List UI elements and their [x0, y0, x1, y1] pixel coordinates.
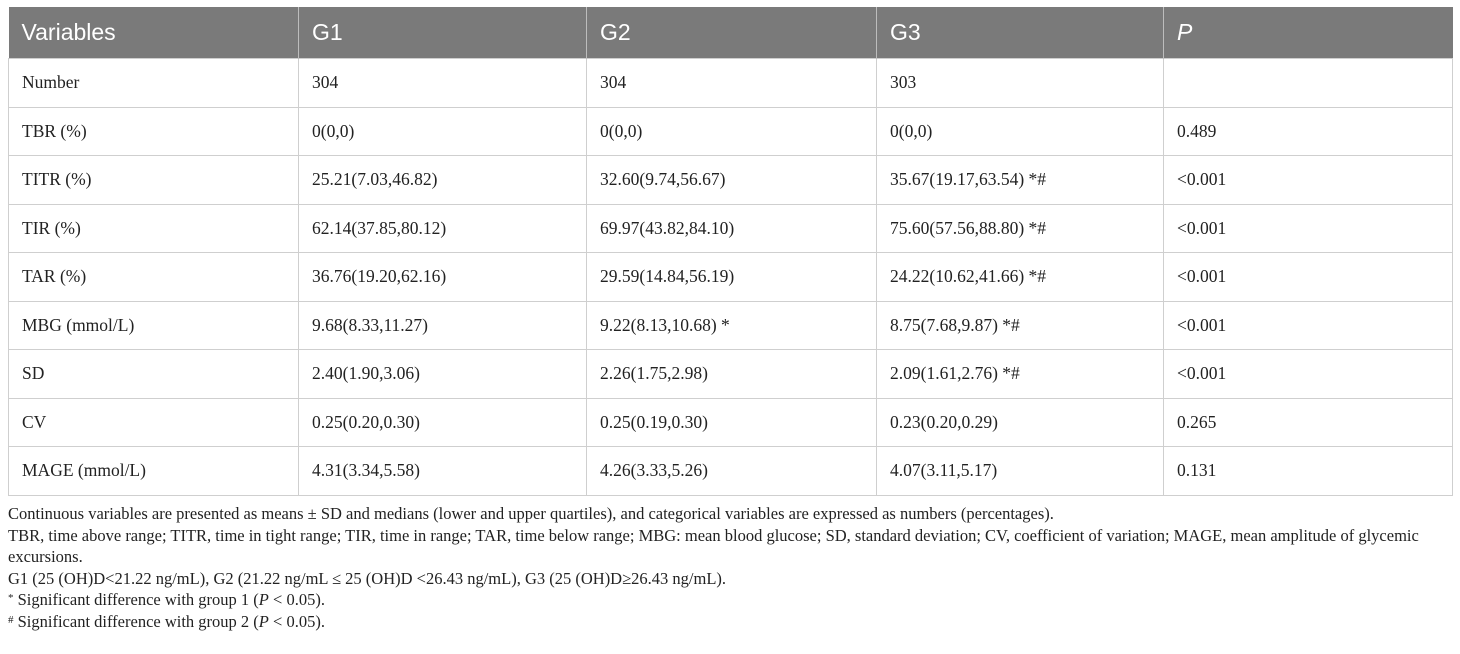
- cell-g2: 0.25(0.19,0.30): [587, 398, 877, 447]
- footnote-abbreviations: TBR, time above range; TITR, time in tight range; TIR, time in range; TAR, time below range; MBG: mean blood glucose; SD, standard deviation; CV, coefficient of variation; MAGE, mean amplitude of glycemic excursions.: [8, 525, 1419, 566]
- asterisk-mark: *: [8, 592, 14, 604]
- cell-g1: 25.21(7.03,46.82): [299, 156, 587, 205]
- cell-p-value: 0.265: [1164, 398, 1453, 447]
- table-row: [9, 350, 1453, 399]
- cell-g2: 304: [587, 59, 877, 108]
- cell-g3: 75.60(57.56,88.80) *#: [877, 204, 1164, 253]
- cell-g3: 35.67(19.17,63.54) *#: [877, 156, 1164, 205]
- footnote-group1-threshold: < 0.05).: [268, 590, 325, 609]
- cell-variable: TIR (%): [9, 204, 299, 253]
- footnote-group2-p: P: [258, 611, 269, 631]
- cell-variable: SD: [9, 350, 299, 399]
- footnote-presentation: Continuous variables are presented as means ± SD and medians (lower and upper quartiles), and categorical variables are expressed as numbers (percentages).: [8, 504, 1054, 523]
- header-p: P: [1164, 7, 1453, 59]
- cell-g3: 4.07(3.11,5.17): [877, 447, 1164, 496]
- cell-p-value: <0.001: [1164, 350, 1453, 399]
- table-footnotes: [8, 503, 1458, 632]
- table-row: [9, 301, 1453, 350]
- cell-g1: 0.25(0.20,0.30): [299, 398, 587, 447]
- cell-variable: TITR (%): [9, 156, 299, 205]
- cell-g2: 4.26(3.33,5.26): [587, 447, 877, 496]
- header-g2: G2: [587, 7, 877, 59]
- cell-p-value: <0.001: [1164, 204, 1453, 253]
- footnote-group1-p: P: [258, 590, 269, 609]
- table-header-row: [9, 7, 1453, 59]
- table-row: [9, 156, 1453, 205]
- hash-mark: #: [8, 613, 14, 626]
- cell-g1: 0(0,0): [299, 107, 587, 156]
- header-g3: G3: [877, 7, 1164, 59]
- cell-p-value: <0.001: [1164, 301, 1453, 350]
- footnote-group2: [8, 611, 1458, 633]
- table-row: [9, 204, 1453, 253]
- cell-g3: 24.22(10.62,41.66) *#: [877, 253, 1164, 302]
- cell-g1: 4.31(3.34,5.58): [299, 447, 587, 496]
- cell-g2: 69.97(43.82,84.10): [587, 204, 877, 253]
- table-row: [9, 253, 1453, 302]
- cell-g3: 0.23(0.20,0.29): [877, 398, 1164, 447]
- footnote-groups: G1 (25 (OH)D<21.22 ng/mL), G2 (21.22 ng/mL ≤ 25 (OH)D <26.43 ng/mL), G3 (25 (OH)D≥26.43 ng/mL).: [8, 568, 727, 588]
- cell-variable: MAGE (mmol/L): [9, 447, 299, 496]
- footnote-group1: [8, 589, 1458, 611]
- results-table: [8, 7, 1453, 496]
- cell-g1: 2.40(1.90,3.06): [299, 350, 587, 399]
- cell-variable: TAR (%): [9, 253, 299, 302]
- table-row: [9, 107, 1453, 156]
- cell-p-value: 0.131: [1164, 447, 1453, 496]
- cell-g2: 0(0,0): [587, 107, 877, 156]
- cell-g2: 9.22(8.13,10.68) *: [587, 301, 877, 350]
- cell-variable: TBR (%): [9, 107, 299, 156]
- cell-g1: 36.76(19.20,62.16): [299, 253, 587, 302]
- table-row: [9, 447, 1453, 496]
- footnote-group2-text: Significant difference with group 2 (: [13, 611, 259, 631]
- table-row: [9, 59, 1453, 108]
- cell-p-value: [1164, 59, 1453, 108]
- table-body: [9, 59, 1453, 496]
- footnote-group1-text: Significant difference with group 1 (: [13, 590, 259, 609]
- cell-variable: Number: [9, 59, 299, 108]
- cell-p-value: <0.001: [1164, 156, 1453, 205]
- cell-variable: MBG (mmol/L): [9, 301, 299, 350]
- header-g1: G1: [299, 7, 587, 59]
- cell-g3: 2.09(1.61,2.76) *#: [877, 350, 1164, 399]
- cell-g2: 29.59(14.84,56.19): [587, 253, 877, 302]
- cell-g1: 304: [299, 59, 587, 108]
- cell-g2: 2.26(1.75,2.98): [587, 350, 877, 399]
- cell-p-value: <0.001: [1164, 253, 1453, 302]
- cell-g1: 9.68(8.33,11.27): [299, 301, 587, 350]
- cell-g3: 303: [877, 59, 1164, 108]
- header-variables: Variables: [9, 7, 299, 59]
- cell-g2: 32.60(9.74,56.67): [587, 156, 877, 205]
- table-row: [9, 398, 1453, 447]
- cell-variable: CV: [9, 398, 299, 447]
- footnote-group2-threshold: < 0.05).: [268, 611, 325, 631]
- cell-p-value: 0.489: [1164, 107, 1453, 156]
- cell-g3: 0(0,0): [877, 107, 1164, 156]
- cell-g1: 62.14(37.85,80.12): [299, 204, 587, 253]
- cell-g3: 8.75(7.68,9.87) *#: [877, 301, 1164, 350]
